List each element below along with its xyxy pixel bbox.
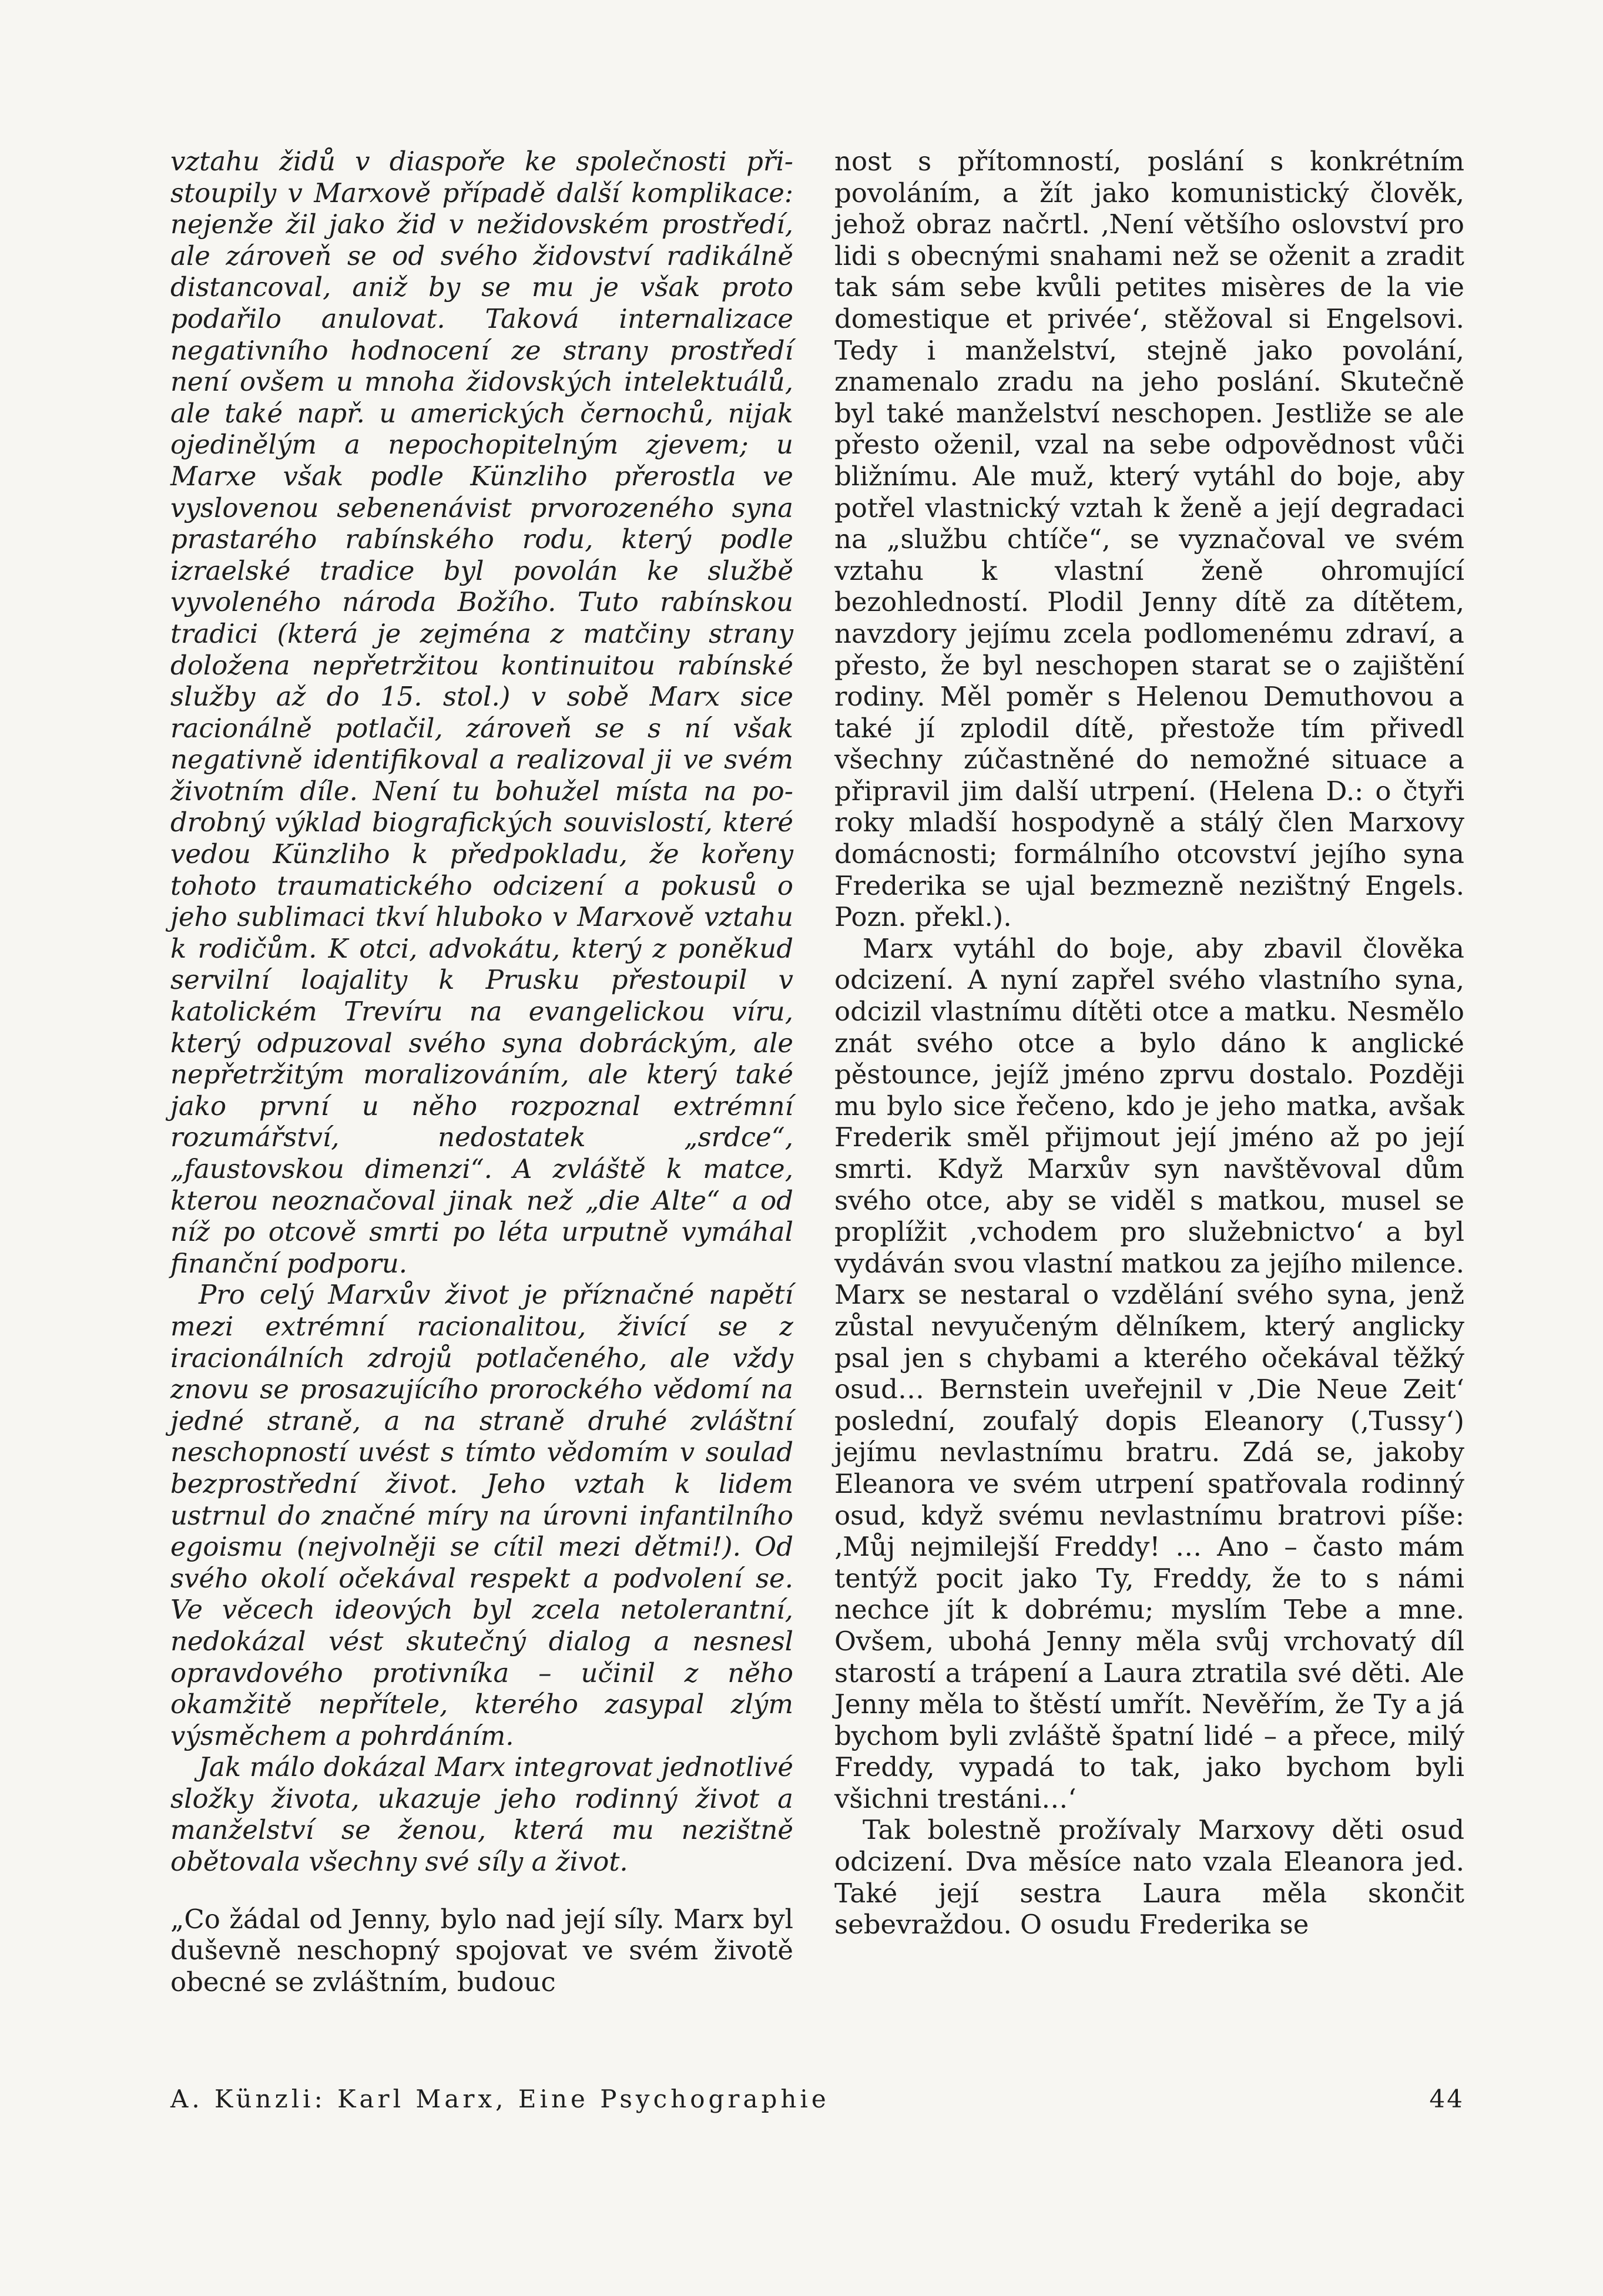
- source-credit: A. Künzli: Karl Marx, Eine Psychographie: [170, 2084, 830, 2113]
- paragraph: Tak bolestně prožívaly Marxovy děti osud odcizení. Dva měsíce nato vzala Eleanora jed. Také její sestra Laura měla skončit sebevraždou. O osudu Frederika se: [834, 1814, 1464, 1941]
- paragraph: „Co žádal od Jenny, bylo nad její síly. Marx byl duševně neschopný spojovat ve svém životě obecné se zvláštním, budouc: [170, 1903, 793, 1998]
- paragraph: Pro celý Marxův život je příznačné napětí mezi extrémní racionalitou, živící se z iracionálních zdrojů potlačeného, ale vždy znovu se prosazujícího prorockého vědomí na jedné straně, a na straně druhé zvláštní neschopností uvést s tímto vědomím v soulad bezprostřední život. Jeho vztah k lidem ustrnul do značné míry na úrovni infantilního egoismu (nejvolněji se cítil mezi dětmi!). Od svého okolí očekával respekt a podvolení se. Ve věcech ideových byl zcela netolerantní, nedokázal vést skutečný dialog a nesnesl opravdového protivníka – učinil z něho okamžitě nepřítele, kterého zasypal zlým výsměchem a pohrdáním.: [170, 1279, 793, 1751]
- left-column: [170, 146, 793, 1998]
- page-footer: [170, 2084, 1464, 2120]
- page-number: 44: [1429, 2084, 1464, 2113]
- paragraph: vztahu židů v diaspoře ke společnosti přistoupily v Marxově případě další komplikace: nejenže žil jako žid v nežidovském prostředí, ale zároveň se od svého židovství radikálně distancoval, aniž by se mu je však proto podařilo anulovat. Taková internalizace negativního hodnocení ze strany prostředí není ovšem u mnoha židovských intelektuálů, ale také např. u amerických černochů, nijak ojedinělým a nepochopitelným zjevem; u Marxe však podle Künzliho přerostla ve vyslovenou sebenenávist prvorozeného syna prastarého rabínského rodu, který podle izraelské tradice byl povolán ke službě vyvoleného národa Božího. Tuto rabínskou tradici (která je zejména z matčiny strany doložena nepřetržitou kontinuitou rabínské služby až do 15. stol.) v sobě Marx sice racionálně potlačil, zároveň se s ní však negativně identifikoval a realizoval ji ve svém životním díle. Není tu bohužel místa na podrobný výklad biografických souvislostí, které vedou Künzliho k předpokladu, že kořeny tohoto traumatického odcizení a pokusů o jeho sublimaci tkví hluboko v Marxově vztahu k rodičům. K otci, advokátu, který z poněkud servilní loajality k Prusku přestoupil v katolickém Trevíru na evangelickou víru, který odpuzoval svého syna dobráckým, ale nepřetržitým moralizováním, ale který také jako první u něho rozpoznal extrémní rozumářství, nedostatek „srdce“, „faustovskou dimenzi“. A zvláště k matce, kterou neoznačoval jinak než „die Alte“ a od níž po otcově smrti po léta urputně vymáhal finanční podporu.: [170, 146, 793, 1279]
- paragraph: Marx vytáhl do boje, aby zbavil člověka odcizení. A nyní zapřel svého vlastního syna, odcizil vlastnímu dítěti otce a matku. Nesmělo znát svého otce a bylo dáno k anglické pěstounce, jejíž jméno zprvu dostalo. Později mu bylo sice řečeno, kdo je jeho matka, avšak Frederik směl přijmout její jméno až po její smrti. Když Marxův syn navštěvoval dům svého otce, aby se viděl s matkou, musel se proplížit ‚vchodem pro služebnictvo‘ a byl vydáván svou vlastní matkou za jejího milence. Marx se nestaral o vzdělání svého syna, jenž zůstal nevyučeným dělníkem, který anglicky psal jen s chybami a kterého očekával těžký osud… Bernstein uveřejnil v ‚Die Neue Zeit‘ poslední, zoufalý dopis Eleanory (‚Tussy‘) jejímu nevlastnímu bratru. Zdá se, jakoby Eleanora ve svém utrpení spatřovala rodinný osud, když svému nevlastnímu bratrovi píše: ‚Můj nejmilejší Freddy! … Ano – často mám tentýž pocit jako Ty, Freddy, že to s námi nechce jít k dobrému; myslím Tebe a mne. Ovšem, ubohá Jenny měla svůj vrchovatý díl starostí a trápení a Laura ztratila své děti. Ale Jenny měla to štěstí umřít. Nevěřím, že Ty a já bychom byli zvláště špatní lidé – a přece, milý Freddy, vypadá to tak, jako bychom byli všichni trestáni…‘: [834, 932, 1464, 1814]
- paragraph: Jak málo dokázal Marx integrovat jednotlivé složky života, ukazuje jeho rodinný život a manželství se ženou, která mu nezištně obětovala všechny své síly a život.: [170, 1751, 793, 1878]
- roman-text-block: [170, 1904, 793, 1998]
- right-column: [834, 146, 1464, 1941]
- paragraph: nost s přítomností, poslání s konkrétním povoláním, a žít jako komunistický člověk, jehož obraz načrtl. ‚Není většího oslovství pro lidi s obecnými snahami než se oženit a zradit tak sám sebe kvůli petites misères de la vie domestique et privée‘, stěžoval si Engelsovi. Tedy i manželství, stejně jako povolání, znamenalo zradu na jeho poslání. Skutečně byl také manželství neschopen. Jestliže se ale přesto oženil, vzal na sebe odpovědnost vůči bližnímu. Ale muž, který vytáhl do boje, aby potřel vlastnický vztah k ženě a její degradaci na „službu chtíče“, se vyznačoval ve svém vztahu k vlastní ženě ohromující bezohledností. Plodil Jenny dítě za dítětem, navzdory jejímu zcela podlomenému zdraví, a přesto, že byl neschopen starat se o zajištění rodiny. Měl poměr s Helenou Demuthovou a také jí zplodil dítě, přestože tím přivedl všechny zúčastněné do nemožné situace a připravil jim další utrpení. (Helena D.: o čtyři roky mladší hospodyně a stálý člen Marxovy domácnosti; formálního otcovství jejího syna Frederika se ujal bezmezně nezištný Engels. Pozn. překl.).: [834, 146, 1464, 933]
- italic-quote-block: [170, 146, 793, 1878]
